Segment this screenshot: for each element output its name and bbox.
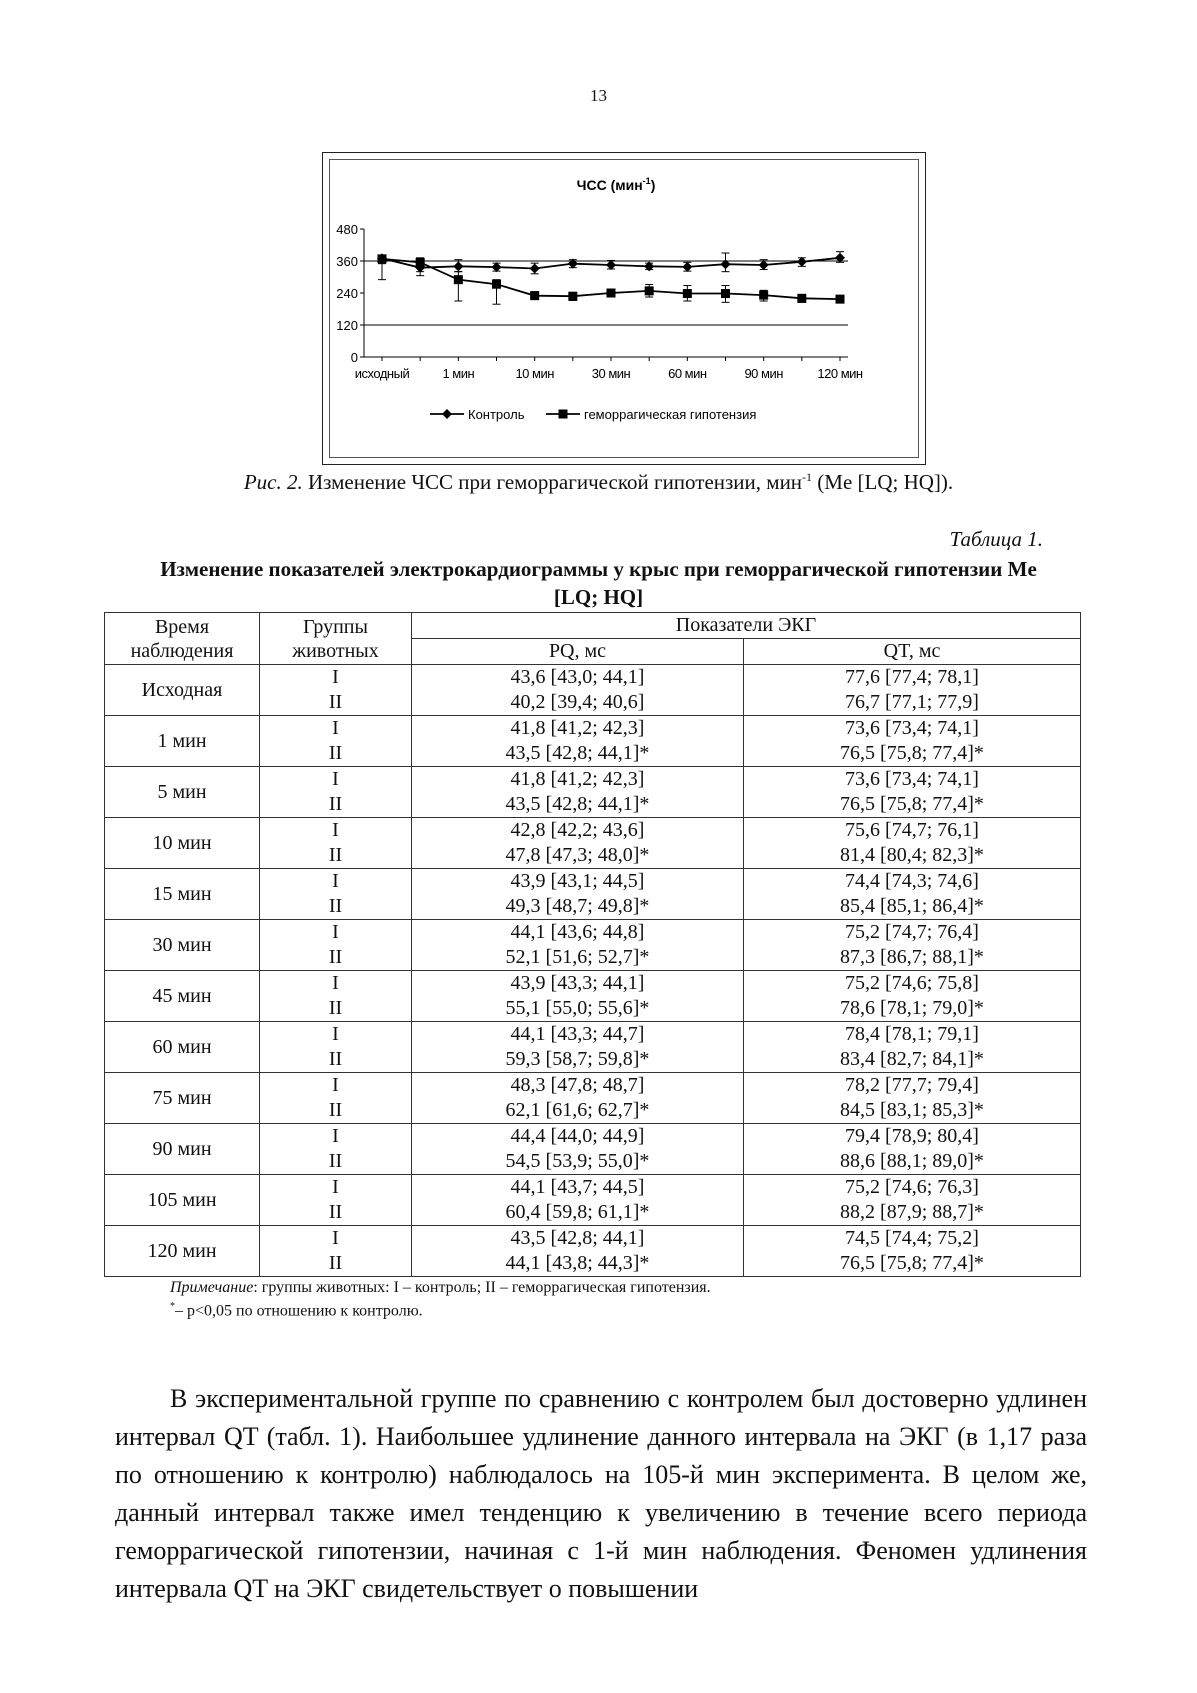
data-point [721, 289, 730, 298]
qt-cell: 77,6 [77,4; 78,1] [744, 665, 1081, 691]
figure-caption [0, 470, 1197, 495]
time-cell: Исходная [105, 665, 260, 716]
group-cell: I [260, 818, 412, 844]
pq-cell: 54,5 [53,9; 55,0]* [412, 1149, 744, 1175]
qt-cell: 75,2 [74,7; 76,4] [744, 920, 1081, 946]
qt-cell: 81,4 [80,4; 82,3]* [744, 843, 1081, 869]
data-point [568, 292, 577, 301]
pq-cell: 43,5 [42,8; 44,1]* [412, 741, 744, 767]
time-cell: 5 мин [105, 767, 260, 818]
pq-cell: 43,9 [43,1; 44,5] [412, 869, 744, 895]
pq-cell: 44,1 [43,6; 44,8] [412, 920, 744, 946]
qt-cell: 78,6 [78,1; 79,0]* [744, 996, 1081, 1022]
pq-cell: 44,1 [43,7; 44,5] [412, 1175, 744, 1201]
table-row [105, 716, 1081, 742]
pq-cell: 44,4 [44,0; 44,9] [412, 1124, 744, 1150]
y-tick-label: 480 [336, 222, 358, 237]
x-tick-label: 60 мин [668, 366, 707, 381]
qt-cell: 74,4 [74,3; 74,6] [744, 869, 1081, 895]
qt-cell: 76,5 [75,8; 77,4]* [744, 1251, 1081, 1277]
data-point [836, 295, 845, 304]
pq-cell: 47,8 [47,3; 48,0]* [412, 843, 744, 869]
group-cell: II [260, 1200, 412, 1226]
data-point [645, 286, 654, 295]
data-point [797, 294, 806, 303]
group-cell: I [260, 869, 412, 895]
table-row [105, 920, 1081, 946]
body-paragraph [115, 1380, 1087, 1608]
data-point [683, 289, 692, 298]
qt-cell: 73,6 [73,4; 74,1] [744, 767, 1081, 793]
group-cell: II [260, 1251, 412, 1277]
group-cell: II [260, 792, 412, 818]
data-point [530, 291, 539, 300]
note-label: Примечание [170, 1279, 254, 1296]
qt-cell: 84,5 [83,1; 85,3]* [744, 1098, 1081, 1124]
group-cell: II [260, 741, 412, 767]
qt-cell: 75,2 [74,6; 76,3] [744, 1175, 1081, 1201]
table-row [105, 1226, 1081, 1252]
chart-area [329, 159, 919, 458]
caption-text: Изменение ЧСС при геморрагической гипотензии, мин [302, 470, 803, 494]
heart-rate-chart [330, 160, 918, 457]
group-cell: I [260, 716, 412, 742]
pq-cell: 49,3 [48,7; 49,8]* [412, 894, 744, 920]
x-tick-label: 30 мин [591, 366, 631, 381]
qt-cell: 85,4 [85,1; 86,4]* [744, 894, 1081, 920]
pq-cell: 42,8 [42,2; 43,6] [412, 818, 744, 844]
note2-text: – р<0,05 по отношению к контролю. [175, 1302, 423, 1320]
caption-prefix: Рис. 2. [243, 470, 303, 494]
group-cell: II [260, 1149, 412, 1175]
table-row [105, 1175, 1081, 1201]
qt-cell: 87,3 [86,7; 88,1]* [744, 945, 1081, 971]
time-cell: 105 мин [105, 1175, 260, 1226]
qt-cell: 88,2 [87,9; 88,7]* [744, 1200, 1081, 1226]
note2-sup: * [170, 1301, 175, 1312]
group-cell: II [260, 1098, 412, 1124]
group-cell: II [260, 894, 412, 920]
time-cell: 90 мин [105, 1124, 260, 1175]
data-point [530, 263, 540, 273]
y-tick-label: 240 [336, 286, 358, 301]
legend-label: Контроль [468, 407, 525, 422]
group-cell: II [260, 945, 412, 971]
header-qt: QT, мс [744, 639, 1081, 665]
table-row [105, 1022, 1081, 1048]
group-cell: I [260, 971, 412, 997]
group-cell: II [260, 843, 412, 869]
qt-cell: 75,6 [74,7; 76,1] [744, 818, 1081, 844]
table-note [170, 1279, 711, 1297]
y-tick-label: 360 [336, 254, 358, 269]
data-point [682, 262, 692, 272]
pq-cell: 44,1 [43,8; 44,3]* [412, 1251, 744, 1277]
qt-cell: 78,2 [77,7; 79,4] [744, 1073, 1081, 1099]
figure-frame [322, 152, 926, 465]
legend-marker [559, 410, 568, 419]
x-tick-label: 120 мин [817, 366, 863, 381]
group-cell: I [260, 1022, 412, 1048]
series-control [377, 252, 845, 274]
y-tick-label: 120 [336, 318, 358, 333]
x-tick-label: 1 мин [442, 366, 475, 381]
header-groups: Группы животных [260, 613, 412, 665]
x-tick-label: 10 мин [515, 366, 554, 381]
header-indicators: Показатели ЭКГ [412, 613, 1081, 639]
page-number: 13 [590, 86, 607, 105]
group-cell: I [260, 1124, 412, 1150]
data-point [378, 254, 387, 263]
qt-cell: 74,5 [74,4; 75,2] [744, 1226, 1081, 1252]
pq-cell: 40,2 [39,4; 40,6] [412, 690, 744, 716]
time-cell: 120 мин [105, 1226, 260, 1277]
note-text: : группы животных: I – контроль; II – геморрагическая гипотензия. [253, 1279, 711, 1296]
time-cell: 60 мин [105, 1022, 260, 1073]
time-cell: 10 мин [105, 818, 260, 869]
qt-cell: 78,4 [78,1; 79,1] [744, 1022, 1081, 1048]
pq-cell: 55,1 [55,0; 55,6]* [412, 996, 744, 1022]
time-cell: 75 мин [105, 1073, 260, 1124]
qt-cell: 79,4 [78,9; 80,4] [744, 1124, 1081, 1150]
table-row [105, 971, 1081, 997]
chart-title: ЧСС (мин$^{-1}$) [576, 176, 656, 193]
pq-cell: 48,3 [47,8; 48,7] [412, 1073, 744, 1099]
group-cell: II [260, 996, 412, 1022]
qt-cell: 83,4 [82,7; 84,1]* [744, 1047, 1081, 1073]
time-cell: 30 мин [105, 920, 260, 971]
qt-cell: 76,7 [77,1; 77,9] [744, 690, 1081, 716]
table-row [105, 1073, 1081, 1099]
pq-cell: 60,4 [59,8; 61,1]* [412, 1200, 744, 1226]
pq-cell: 43,9 [43,3; 44,1] [412, 971, 744, 997]
table-row [105, 1124, 1081, 1150]
table-row [105, 818, 1081, 844]
pq-cell: 41,8 [41,2; 42,3] [412, 716, 744, 742]
time-cell: 15 мин [105, 869, 260, 920]
table-title: Изменение показателей электрокардиограммы у крыс при геморрагической гипотензии Me [LQ; HQ] [160, 557, 1037, 609]
table-label: Таблица 1. [949, 527, 1043, 551]
paragraph-text: В экспериментальной группе по сравнению с контролем был достоверно удлинен интервал QT (табл. 1). Наибольшее удлинение данного интервала на ЭКГ (в 1,17 раза по отношению к контролю) наблюдалось на 105-й мин эксперимента. В целом же, данный интервал также имел тенденцию к увеличению в течение всего периода геморрагической гипотензии, начиная с 1-й мин наблюдения. Феномен удлинения интервала QT на ЭКГ свидетельствует о повышении [115, 1384, 1087, 1603]
qt-cell: 76,5 [75,8; 77,4]* [744, 792, 1081, 818]
data-point [492, 280, 501, 289]
data-point [759, 291, 768, 300]
x-tick-label: исходный [354, 366, 410, 381]
table-note-significance [170, 1301, 423, 1320]
qt-cell: 73,6 [73,4; 74,1] [744, 716, 1081, 742]
x-tick-label: 90 мин [744, 366, 783, 381]
pq-cell: 59,3 [58,7; 59,8]* [412, 1047, 744, 1073]
data-point [416, 258, 425, 267]
caption-suffix: (Me [LQ; HQ]). [812, 470, 954, 494]
table-row [105, 869, 1081, 895]
qt-cell: 75,2 [74,6; 75,8] [744, 971, 1081, 997]
data-point [607, 289, 616, 298]
data-point [454, 275, 463, 284]
group-cell: I [260, 665, 412, 691]
group-cell: I [260, 1073, 412, 1099]
pq-cell: 43,5 [42,8; 44,1]* [412, 792, 744, 818]
group-cell: II [260, 1047, 412, 1073]
group-cell: I [260, 1175, 412, 1201]
time-cell: 45 мин [105, 971, 260, 1022]
header-pq: PQ, мс [412, 639, 744, 665]
header-time: Время наблюдения [105, 613, 260, 665]
pq-cell: 43,5 [42,8; 44,1] [412, 1226, 744, 1252]
group-cell: I [260, 767, 412, 793]
pq-cell: 41,8 [41,2; 42,3] [412, 767, 744, 793]
group-cell: I [260, 920, 412, 946]
qt-cell: 88,6 [88,1; 89,0]* [744, 1149, 1081, 1175]
ecg-table [104, 612, 1081, 1277]
legend-marker [442, 409, 452, 419]
caption-sup: -1 [802, 470, 813, 484]
table-row [105, 767, 1081, 793]
legend-label: геморрагическая гипотензия [584, 407, 757, 422]
y-tick-label: 0 [350, 350, 358, 365]
group-cell: I [260, 1226, 412, 1252]
table-row [105, 665, 1081, 691]
pq-cell: 44,1 [43,3; 44,7] [412, 1022, 744, 1048]
pq-cell: 43,6 [43,0; 44,1] [412, 665, 744, 691]
pq-cell: 62,1 [61,6; 62,7]* [412, 1098, 744, 1124]
data-point [453, 261, 463, 271]
pq-cell: 52,1 [51,6; 52,7]* [412, 945, 744, 971]
time-cell: 1 мин [105, 716, 260, 767]
qt-cell: 76,5 [75,8; 77,4]* [744, 741, 1081, 767]
group-cell: II [260, 690, 412, 716]
